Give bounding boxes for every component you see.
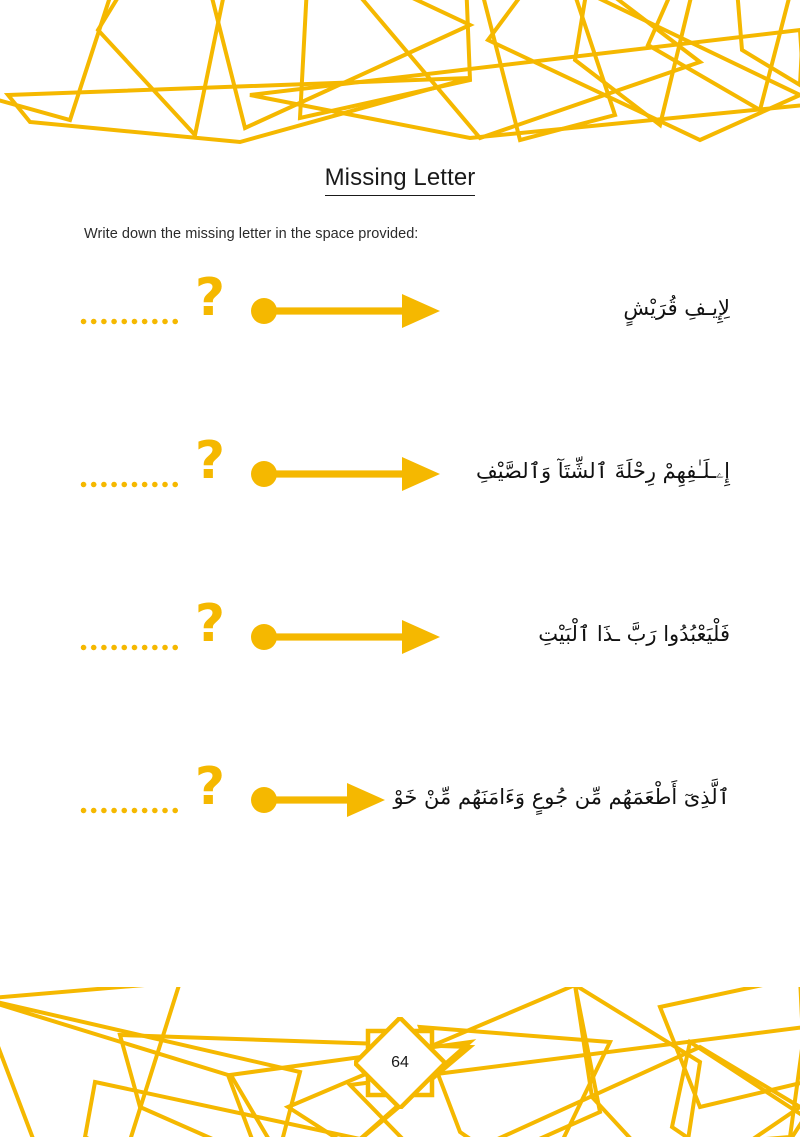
exercise-row [0,757,800,928]
answer-blank-line[interactable] [80,644,182,651]
circle-arrow-right-icon [250,290,442,332]
exercise-row [0,431,800,602]
instruction-text: Write down the missing letter in the space provided: [84,226,419,242]
question-mark-icon: ? [194,757,226,817]
arabic-verse-text: فَلْيَعْبُدُوا رَبَّ ـذَا ٱلْبَيْتِ [538,622,730,647]
arabic-verse-text: ٱلَّذِىٓ أَطْعَمَهُم مِّن جُوعٍ وَءَامَنَهُم مِّنْ خَوْ [393,785,730,810]
answer-blank-line[interactable] [80,807,182,814]
exercise-row [0,594,800,765]
question-mark-icon: ? [194,431,226,491]
answer-blank-line[interactable] [80,481,182,488]
question-mark-icon: ? [194,268,226,328]
page-title-container [0,164,800,196]
page-title: Missing Letter [325,164,476,196]
arabic-verse-text: لِإِي‍ـ‍فِ قُرَيْشٍ [623,296,730,321]
circle-arrow-right-icon [250,779,387,821]
exercise-list [0,268,800,928]
decorative-pattern-top [0,0,800,150]
page-number-text: 64 [391,1054,409,1071]
circle-arrow-right-icon [250,616,442,658]
question-mark-icon: ? [194,594,226,654]
page-number-badge [354,1017,446,1109]
answer-blank-line[interactable] [80,318,182,325]
exercise-row [0,268,800,439]
circle-arrow-right-icon [250,453,442,495]
arabic-verse-text: إِۦـلَـٰفِهِمْ رِحْلَةَ ٱلشِّتَآ وَٱلصَّيْفِ [475,459,730,484]
